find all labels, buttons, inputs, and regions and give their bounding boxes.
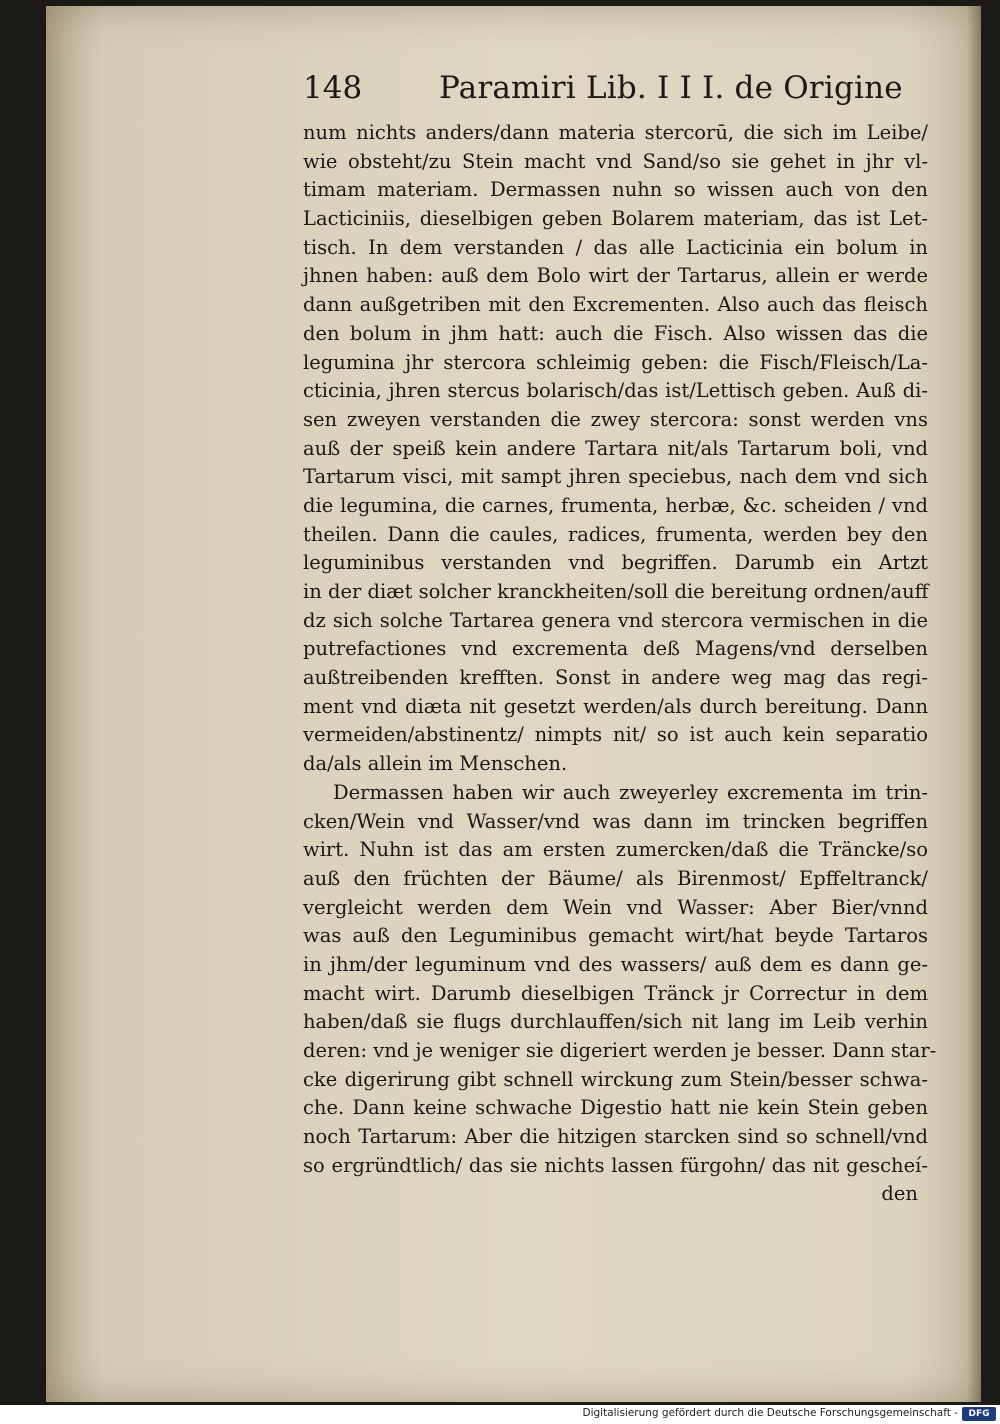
text-line: leguminibus verstanden vnd begriffen. Darumb ein Artzt [303,551,928,575]
page-number: 148 [303,70,363,106]
text-line: haben/daß sie flugs durchlauffen/sich nit lang im Leib verhin [303,1010,928,1034]
page-edge-shadow [967,6,981,1402]
text-line: theilen. Dann die caules, radices, frumenta, werden bey den [303,522,928,546]
catchword: den [881,1182,918,1206]
text-line: sen zweyen verstanden die zwey stercora: sonst werden vns [303,407,928,431]
text-line: da/als allein im Menschen. [303,752,568,776]
text-line: dann außgetriben mit den Excrementen. Also auch das fleisch [303,293,928,317]
text-line: che. Dann keine schwache Digestio hatt nie kein Stein geben [303,1096,928,1120]
text-line: timam materiam. Dermassen nuhn so wissen auch von den [303,178,928,202]
text-line: dz sich solche Tartarea genera vnd stercora vermischen in die [303,608,928,632]
text-line: in der diæt solcher kranckheiten/soll die bereitung ordnen/auff [303,580,929,603]
text-line: cticinia, jhren stercus bolarisch/das ist/Lettisch geben. Auß di- [303,379,928,403]
text-line: vermeiden/abstinentz/ nimpts nit/ so ist auch kein separatio [303,723,928,747]
running-title: Paramiri Lib. I I I. de Origine [439,70,903,106]
text-line: macht wirt. Darumb dieselbigen Tränck jr Correctur in dem [303,981,928,1005]
paragraph-start-line: Dermassen haben wir auch zweyerley excrementa im trin- [333,780,928,804]
text-line: deren: vnd je weniger sie digeriert werden je besser. Dann star- [303,1039,937,1062]
footer-bar [0,1405,1000,1424]
text-line: cke digerirung gibt schnell wirckung zum Stein/besser schwa- [303,1067,928,1091]
running-head [303,70,903,120]
text-line: Tartarum visci, mit sampt jhren speciebus, nach dem vnd sich [303,465,928,489]
text-line: die legumina, die carnes, frumenta, herbæ, &c. scheiden / vnd [303,493,928,517]
text-line: noch Tartarum: Aber die hitzigen starcken sind so schnell/vnd [303,1125,928,1149]
text-line: den bolum in jhm hatt: auch die Fisch. Also wissen das die [303,321,928,345]
text-line: putrefactiones vnd excrementa deß Magens/vnd derselben [303,637,928,661]
text-line: legumina jhr stercora schleimig geben: die Fisch/Fleisch/La- [303,350,928,374]
main-text [303,119,937,1209]
text-line: wie obsteht/zu Stein macht vnd Sand/so sie gehet in jhr vl- [303,149,928,173]
text-line: num nichts anders/dann materia stercorū, die sich im Leibe/ [303,121,928,144]
text-line: auß der speiß kein andere Tartara nit/als Tartarum boli, vnd [303,436,928,460]
text-line: cken/Wein vnd Wasser/vnd was dann im trincken begriffen [303,809,928,833]
text-line: wirt. Nuhn ist das am ersten zumercken/daß die Träncke/so [303,838,928,862]
text-line: ment vnd diæta nit gesetzt werden/als durch bereitung. Dann [303,694,928,718]
funding-credit: Digitalisierung gefördert durch die Deutsche Forschungsgemeinschaft - [582,1407,958,1419]
text-line: in jhm/der leguminum vnd des wassers/ auß dem es dann ge- [303,952,928,976]
text-line: tisch. In dem verstanden / das alle Lacticinia ein bolum in [303,235,928,259]
text-line: vergleicht werden dem Wein vnd Wasser: Aber Bier/vnnd [303,895,928,919]
text-line: Lacticiniis, dieselbigen geben Bolarem materiam, das ist Let- [303,207,928,231]
text-line: so ergründtlich/ das sie nichts lassen fürgohn/ das nit gescheí- [303,1153,928,1177]
dfg-logo: DFG [962,1407,996,1421]
text-line: auß den früchten der Bäume/ als Birenmost/ Epffeltranck/ [303,866,928,890]
text-line: jhnen haben: auß dem Bolo wirt der Tartarus, allein er werde [303,264,928,288]
text-line: außtreibenden krefften. Sonst in andere weg mag das regi- [303,666,928,690]
text-line: was auß den Leguminibus gemacht wirt/hat beyde Tartaros [303,924,928,948]
